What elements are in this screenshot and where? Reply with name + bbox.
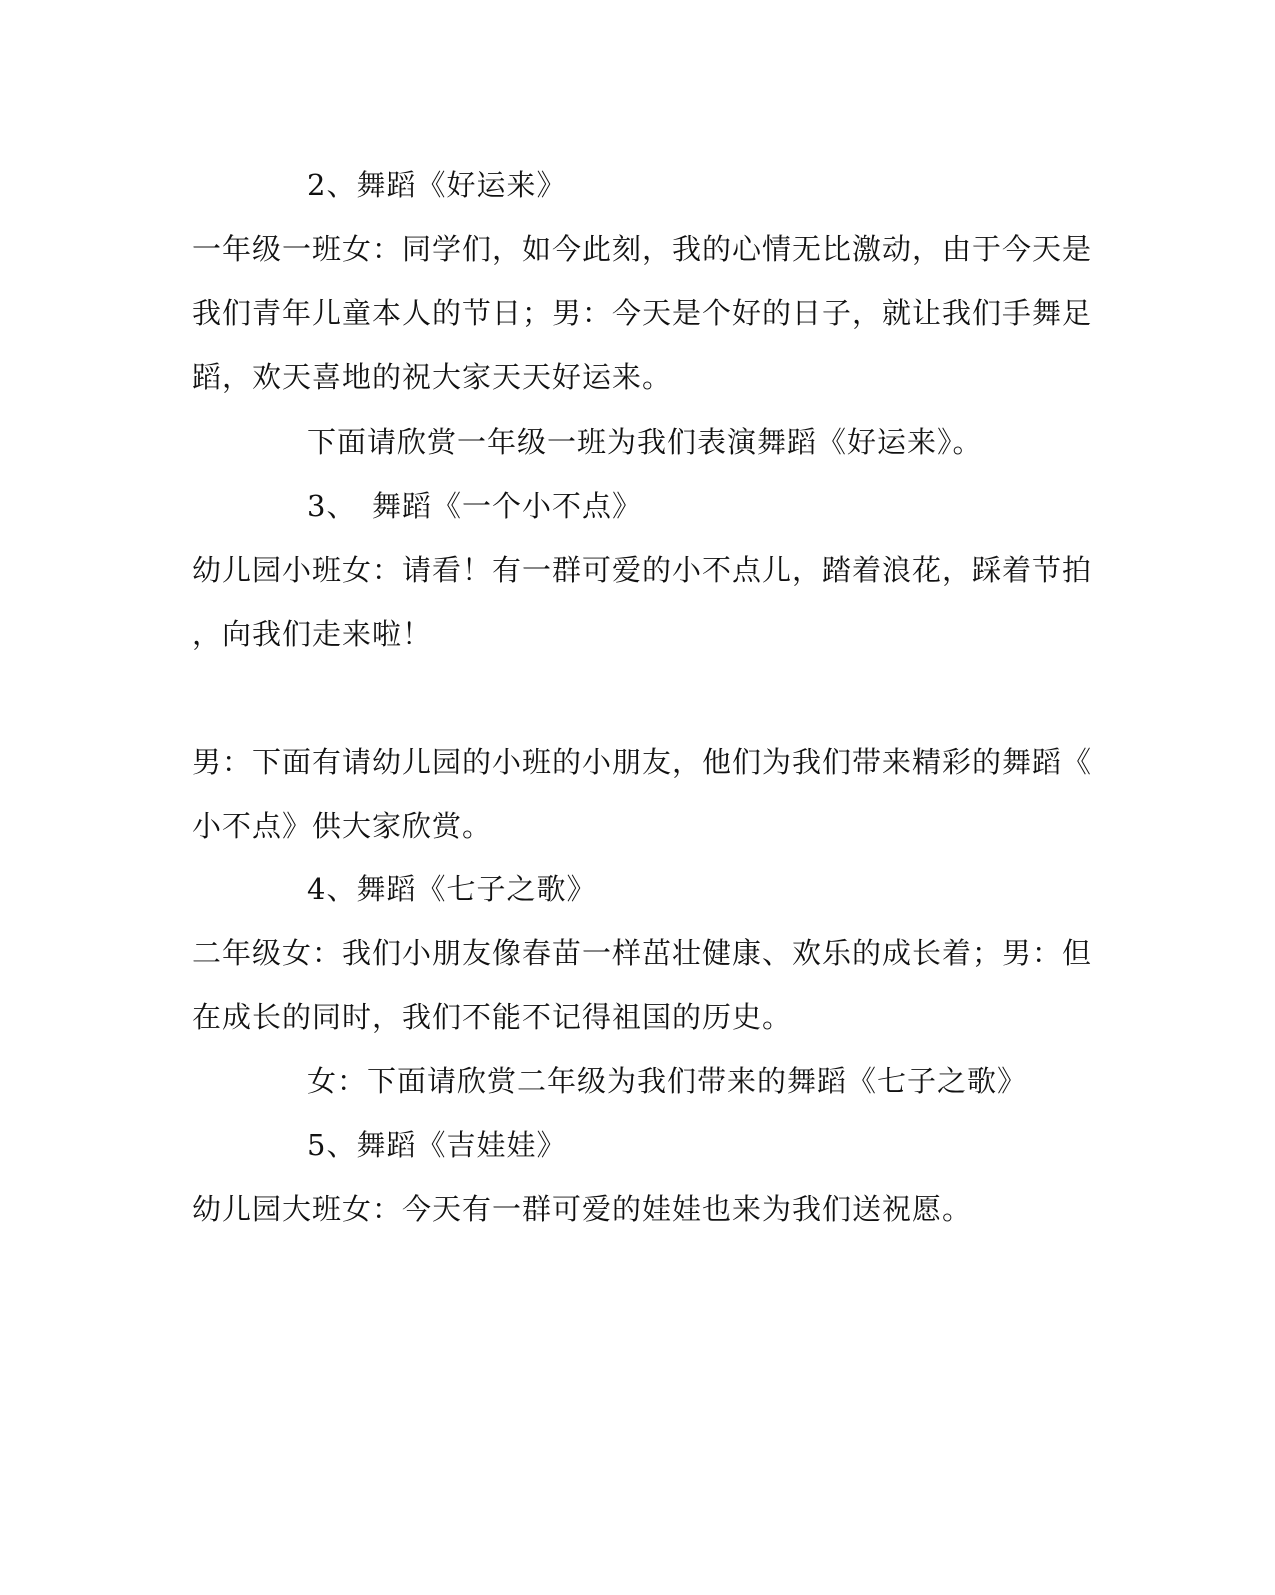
paragraph-line: 下面请欣赏一年级一班为我们表演舞蹈《好运来》。 [307,425,983,459]
paragraph-line: 我们青年儿童本人的节日；男：今天是个好的日子，就让我们手舞足 [192,296,1093,330]
paragraph-line: 在成长的同时，我们不能不记得祖国的历史。 [192,1000,793,1034]
paragraph-line: 小不点》供大家欣赏。 [192,809,493,843]
section-heading-4: 4、舞蹈《七子之歌》 [307,872,597,906]
paragraph-line: 男：下面有请幼儿园的小班的小朋友，他们为我们带来精彩的舞蹈《 [192,745,1093,779]
section-heading-5: 5、舞蹈《吉娃娃》 [307,1128,567,1162]
paragraph-line: 蹈，欢天喜地的祝大家天天好运来。 [192,360,673,394]
section-heading-2: 2、舞蹈《好运来》 [307,168,567,202]
paragraph-line: 幼儿园大班女：今天有一群可爱的娃娃也来为我们送祝愿。 [192,1192,973,1226]
paragraph-line: ，向我们走来啦！ [192,617,433,651]
paragraph-line: 幼儿园小班女：请看！有一群可爱的小不点儿，踏着浪花，踩着节拍 [192,553,1093,587]
paragraph-line: 二年级女：我们小朋友像春苗一样茁壮健康、欢乐的成长着；男：但 [192,936,1093,970]
paragraph-line: 一年级一班女：同学们，如今此刻，我的心情无比激动，由于今天是 [192,232,1093,266]
paragraph-line: 女：下面请欣赏二年级为我们带来的舞蹈《七子之歌》 [307,1064,1028,1098]
section-heading-3: 3、 舞蹈《一个小不点》 [307,489,642,523]
